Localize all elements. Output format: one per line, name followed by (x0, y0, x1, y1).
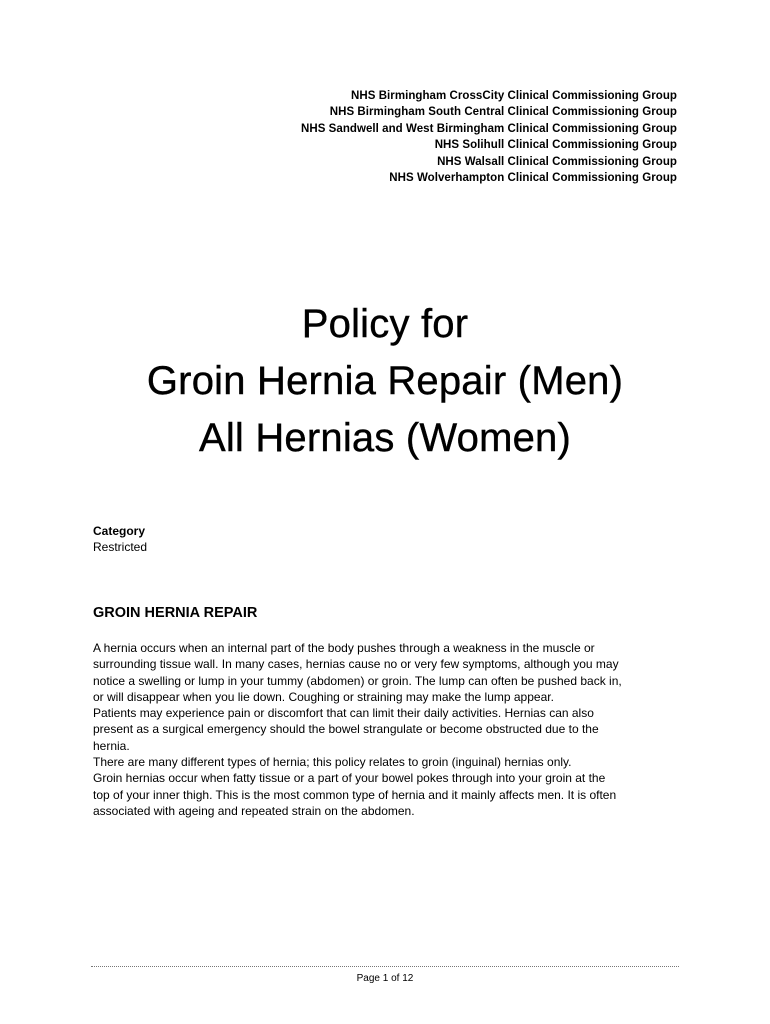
section-body (93, 640, 693, 819)
organisation-line: NHS Wolverhampton Clinical Commissioning Group (389, 172, 677, 185)
title-line-2: Groin Hernia Repair (Men) (146, 359, 624, 403)
category-label: Category (93, 524, 146, 538)
section-heading: GROIN HERNIA REPAIR (93, 605, 258, 621)
organisation-line: NHS Birmingham South Central Clinical Commissioning Group (329, 106, 677, 119)
title-line-3: All Hernias (Women) (198, 416, 572, 460)
body-line: associated with ageing and repeated strain on the abdomen. (93, 803, 415, 818)
document-title (0, 296, 770, 467)
title-line-1: Policy for (301, 302, 469, 346)
body-line: surrounding tissue wall. In many cases, hernias cause no or very few symptoms, although you may (93, 657, 619, 672)
body-line: Patients may experience pain or discomfort that can limit their daily activities. Hernias can also (93, 706, 594, 721)
commissioning-groups-header (157, 88, 677, 186)
page-number: Page 1 of 12 (356, 973, 414, 984)
organisation-line: NHS Sandwell and West Birmingham Clinical Commissioning Group (301, 122, 677, 135)
body-line: hernia. (93, 738, 130, 753)
footer-divider (91, 966, 679, 967)
body-line: notice a swelling or lump in your tummy (abdomen) or groin. The lump can often be pushed back in, (93, 673, 622, 688)
category-value: Restricted (93, 540, 148, 554)
body-line: There are many different types of hernia; this policy relates to groin (inguinal) hernias only. (93, 755, 572, 770)
body-line: present as a surgical emergency should the bowel strangulate or become obstructed due to the (93, 722, 599, 737)
organisation-line: NHS Walsall Clinical Commissioning Group (437, 155, 677, 168)
body-line: A hernia occurs when an internal part of the body pushes through a weakness in the muscle or (93, 641, 595, 655)
body-line: top of your inner thigh. This is the most common type of hernia and it mainly affects men. It is often (93, 787, 617, 802)
organisation-line: NHS Birmingham CrossCity Clinical Commissioning Group (351, 90, 677, 102)
organisation-line: NHS Solihull Clinical Commissioning Group (434, 139, 677, 152)
body-line: or will disappear when you lie down. Coughing or straining may make the lump appear. (93, 689, 554, 704)
body-line: Groin hernias occur when fatty tissue or a part of your bowel pokes through into your groin at the (93, 771, 606, 786)
